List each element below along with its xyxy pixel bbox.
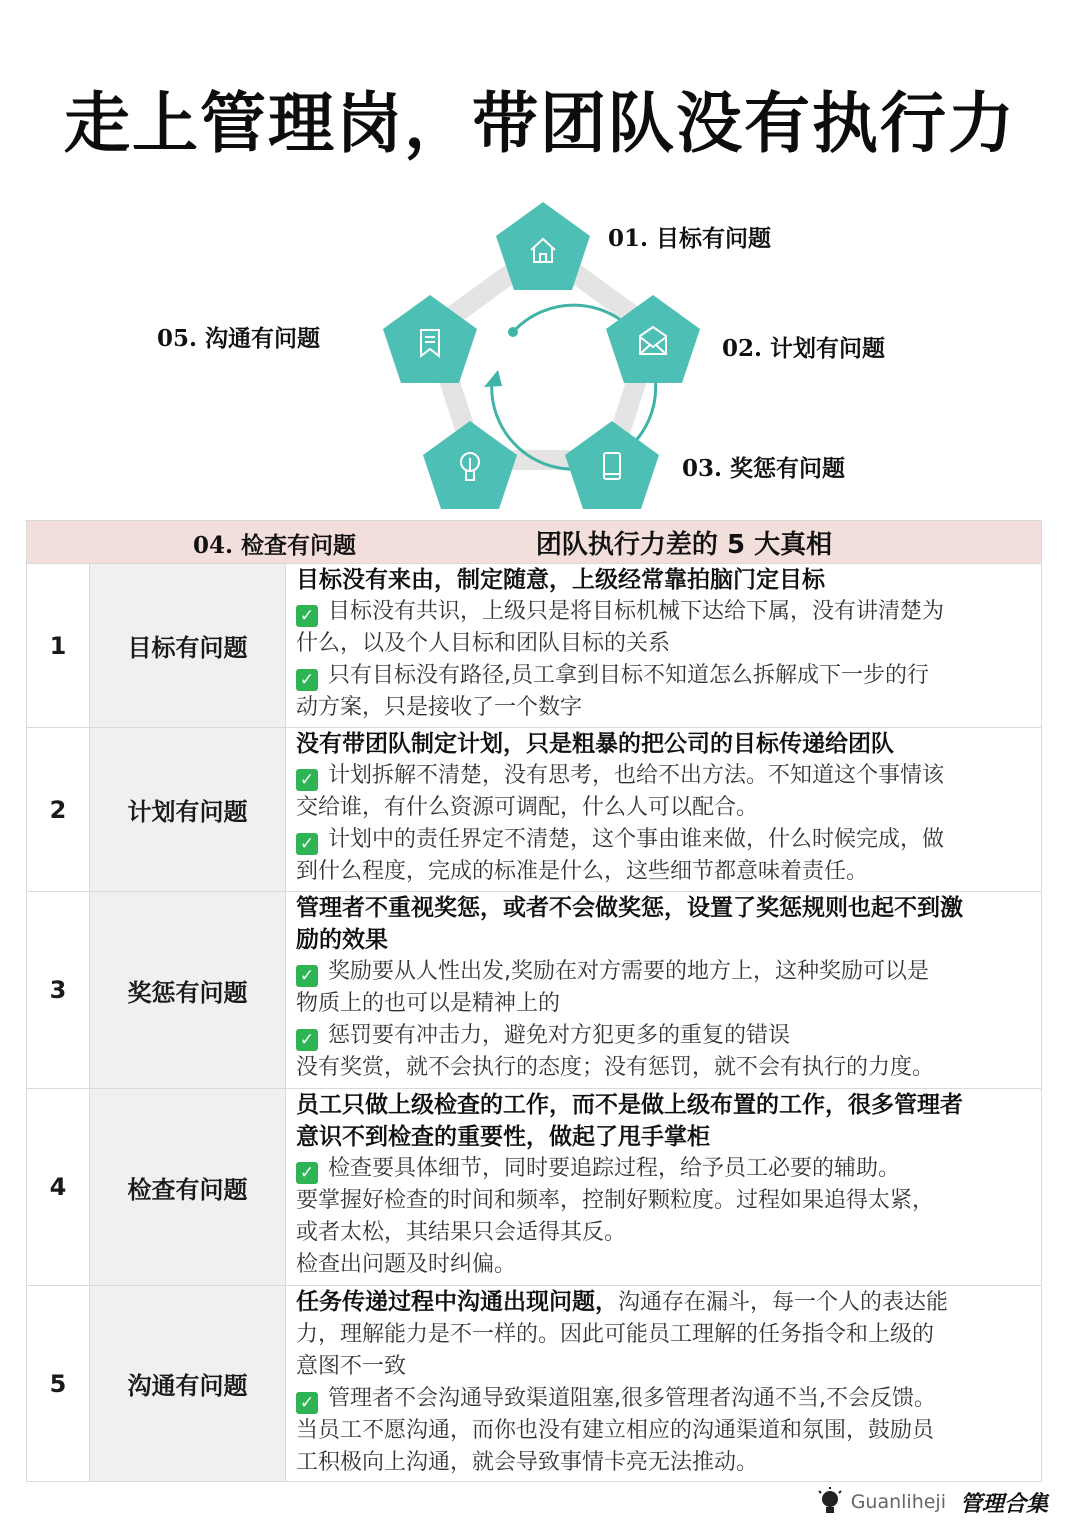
diagram-label-03: 03. 奖惩有问题 <box>682 455 846 482</box>
row-line: 意图不一致 <box>296 1354 407 1379</box>
row-line: 没有奖赏，就不会执行的态度；没有惩罚，就不会有执行的力度。 <box>296 1055 935 1080</box>
row-category: 沟通有问题 <box>90 1286 286 1482</box>
row-category: 目标有问题 <box>90 564 286 728</box>
diagram-label-01: 01. 目标有问题 <box>608 225 772 252</box>
check-icon: ✓ <box>296 769 318 791</box>
footer-brand <box>817 1484 1048 1520</box>
check-icon: ✓ <box>296 669 318 691</box>
row-number: 2 <box>27 728 90 892</box>
row-line: 工积极向上沟通，就会导致事情卡亮无法推动。 <box>296 1450 759 1475</box>
row-line: 到什么程度，完成的标准是什么，这些细节都意味着责任。 <box>296 859 869 884</box>
table-heading-cell <box>27 521 1042 564</box>
row-content <box>286 564 1042 728</box>
pentagon-04 <box>423 421 517 509</box>
diagram-label-04: 04. 检查有问题 <box>193 532 357 559</box>
row-line: ✓ 计划拆解不清楚，没有思考，也给不出方法。不知道这个事情该 <box>296 760 1033 792</box>
row-line: 当员工不愿沟通，而你也没有建立相应的沟通渠道和氛围，鼓励员 <box>296 1418 935 1443</box>
truth-table <box>26 520 1042 1482</box>
check-icon: ✓ <box>296 1029 318 1051</box>
row-number: 1 <box>27 564 90 728</box>
row-line: 动方案，只是接收了一个数字 <box>296 695 583 720</box>
row-content <box>286 728 1042 892</box>
row-line: ✓ 检查要具体细节，同时要追踪过程，给予员工必要的辅助。 <box>296 1153 1033 1185</box>
pentagon-cycle-diagram <box>0 190 1080 530</box>
row-line: 力，理解能力是不一样的。因此可能员工理解的任务指令和上级的 <box>296 1322 935 1347</box>
row-content <box>286 1089 1042 1286</box>
row-line: ✓ 奖励要从人性出发,奖励在对方需要的地方上，这种奖励可以是 <box>296 956 1033 988</box>
row-category: 检查有问题 <box>90 1089 286 1286</box>
row-line: ✓ 计划中的责任界定不清楚，这个事由谁来做，什么时候完成，做 <box>296 824 1033 856</box>
check-icon: ✓ <box>296 605 318 627</box>
row-lead: 任务传递过程中沟通出现问题， <box>296 1288 618 1315</box>
row-lead-cont: 意识不到检查的重要性，做起了甩手掌柜 <box>296 1123 710 1150</box>
check-icon: ✓ <box>296 833 318 855</box>
pentagon-01 <box>496 202 590 290</box>
check-icon: ✓ <box>296 965 318 987</box>
row-line: 检查出问题及时纠偏。 <box>296 1252 517 1277</box>
row-content <box>286 1286 1042 1482</box>
row-content <box>286 892 1042 1089</box>
lightbulb-logo-icon <box>817 1487 843 1517</box>
row-category: 计划有问题 <box>90 728 286 892</box>
row-line: 任务传递过程中沟通出现问题，沟通存在漏斗，每一个人的表达能 <box>296 1288 949 1315</box>
row-lead: 员工只做上级检查的工作，而不是做上级布置的工作，很多管理者 <box>296 1091 963 1118</box>
row-category: 奖惩有问题 <box>90 892 286 1089</box>
table-row <box>27 1089 1042 1286</box>
row-line: 什么，以及个人目标和团队目标的关系 <box>296 631 671 656</box>
row-line: ✓ 只有目标没有路径,员工拿到目标不知道怎么拆解成下一步的行 <box>296 660 1033 692</box>
diagram-label-02: 02. 计划有问题 <box>722 335 886 362</box>
row-line: 交给谁，有什么资源可调配，什么人可以配合。 <box>296 795 759 820</box>
row-lead: 没有带团队制定计划，只是粗暴的把公司的目标传递给团队 <box>296 730 894 757</box>
row-lead: 目标没有来由，制定随意，上级经常靠拍脑门定目标 <box>296 566 825 593</box>
row-line: ✓ 目标没有共识，上级只是将目标机械下达给下属，没有讲清楚为 <box>296 596 1033 628</box>
check-icon: ✓ <box>296 1162 318 1184</box>
row-number: 5 <box>27 1286 90 1482</box>
row-line: 或者太松，其结果只会适得其反。 <box>296 1220 627 1245</box>
row-line: 物质上的也可以是精神上的 <box>296 991 561 1016</box>
table-row <box>27 892 1042 1089</box>
table-heading: 团队执行力差的 5 大真相 <box>535 529 833 560</box>
diagram-label-05: 05. 沟通有问题 <box>157 325 321 352</box>
table-row <box>27 1286 1042 1482</box>
page-title: 走上管理岗，带团队没有执行力 <box>64 84 1016 162</box>
pentagon-03 <box>565 421 659 509</box>
row-line: ✓ 管理者不会沟通导致渠道阻塞,很多管理者沟通不当,不会反馈。 <box>296 1383 1033 1415</box>
row-lead-cont: 励的效果 <box>296 926 388 953</box>
row-lead: 管理者不重视奖惩，或者不会做奖惩，设置了奖惩规则也起不到激 <box>296 894 963 921</box>
table-row <box>27 564 1042 728</box>
diagram-svg <box>0 190 1080 530</box>
row-line: ✓ 惩罚要有冲击力，避免对方犯更多的重复的错误 <box>296 1020 1033 1052</box>
table-row <box>27 728 1042 892</box>
check-icon: ✓ <box>296 1392 318 1414</box>
brand-english: Guanliheji <box>850 1491 946 1513</box>
row-number: 4 <box>27 1089 90 1286</box>
row-line: 要掌握好检查的时间和频率，控制好颗粒度。过程如果追得太紧， <box>296 1188 935 1213</box>
brand-chinese: 管理合集 <box>959 1490 1048 1517</box>
row-number: 3 <box>27 892 90 1089</box>
